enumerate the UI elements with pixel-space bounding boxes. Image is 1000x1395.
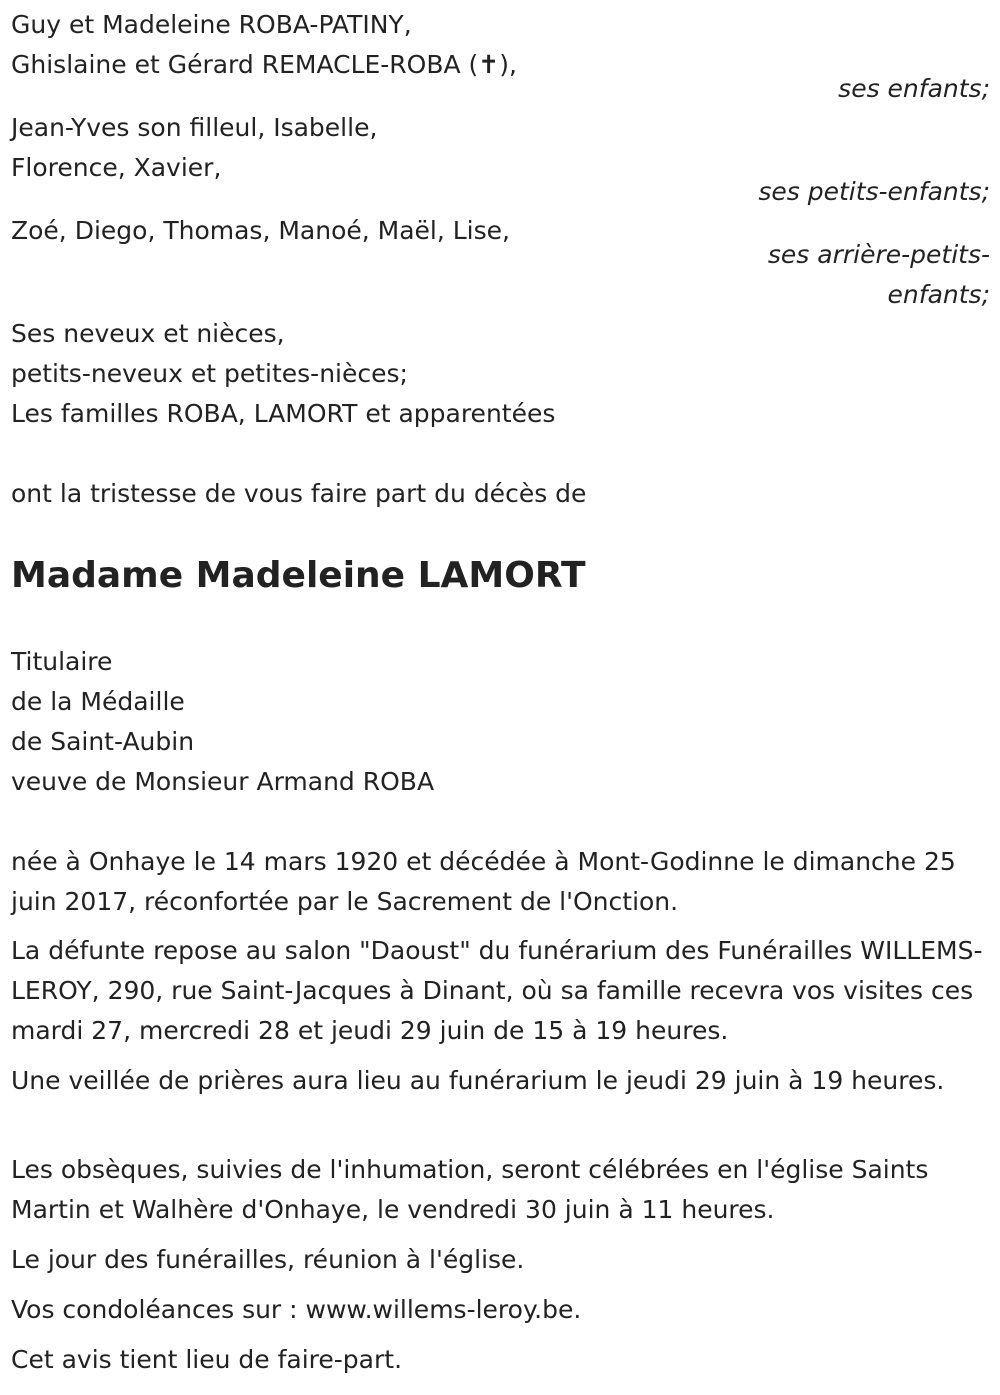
great-grandchildren-role-line-1: ses arrière-petits- — [767, 240, 990, 269]
paragraph-condolences: Vos condoléances sur : www.willems-leroy.be. — [11, 1295, 582, 1324]
family-others-line-3: Les familles ROBA, LAMORT et apparentées — [11, 399, 556, 428]
paragraph-viewing: La défunte repose au salon "Daoust" du funérarium des Funérailles WILLEMS-LEROY, 290, rue Saint-Jacques à Dinant, où sa famille recevra vos visites ces mardi 27, mercredi 28 et jeudi 29 juin de 15 à 19 heures. — [11, 936, 983, 1045]
title-line-1: Titulaire — [11, 647, 113, 676]
paragraph-funeral: Les obsèques, suivies de l'inhumation, seront célébrées en l'église Saints Martin et Walhère d'Onhaye, le vendredi 30 juin à 11 heures. — [11, 1155, 929, 1224]
paragraph-vigil: Une veillée de prières aura lieu au funérarium le jeudi 29 juin à 19 heures. — [11, 1066, 945, 1095]
family-others-line-1: Ses neveux et nièces, — [11, 319, 285, 348]
paragraph-notice: Cet avis tient lieu de faire-part. — [11, 1345, 403, 1374]
family-children-line-1: Guy et Madeleine ROBA-PATINY, — [11, 10, 412, 39]
children-role: ses enfants; — [838, 74, 990, 103]
paragraph-meeting: Le jour des funérailles, réunion à l'église. — [11, 1245, 525, 1274]
family-grandchildren-line-1: Jean-Yves son filleul, Isabelle, — [11, 113, 378, 142]
great-grandchildren-role-line-2: enfants; — [887, 280, 990, 309]
announcement-text: ont la tristesse de vous faire part du décès de — [11, 479, 587, 508]
family-children-line-2: Ghislaine et Gérard REMACLE-ROBA (✝), — [11, 50, 517, 79]
paragraph-birth-death: née à Onhaye le 14 mars 1920 et décédée à Mont-Godinne le dimanche 25 juin 2017, réconfortée par le Sacrement de l'Onction. — [11, 847, 956, 916]
deceased-name: Madame Madeleine LAMORT — [11, 555, 586, 596]
title-line-4: veuve de Monsieur Armand ROBA — [11, 767, 435, 796]
title-line-2: de la Médaille — [11, 687, 185, 716]
family-grandchildren-line-2: Florence, Xavier, — [11, 153, 222, 182]
grandchildren-role: ses petits-enfants; — [758, 177, 990, 206]
title-line-3: de Saint-Aubin — [11, 727, 195, 756]
family-great-grandchildren: Zoé, Diego, Thomas, Manoé, Maël, Lise, — [11, 216, 510, 245]
family-others-line-2: petits-neveux et petites-nièces; — [11, 359, 408, 388]
